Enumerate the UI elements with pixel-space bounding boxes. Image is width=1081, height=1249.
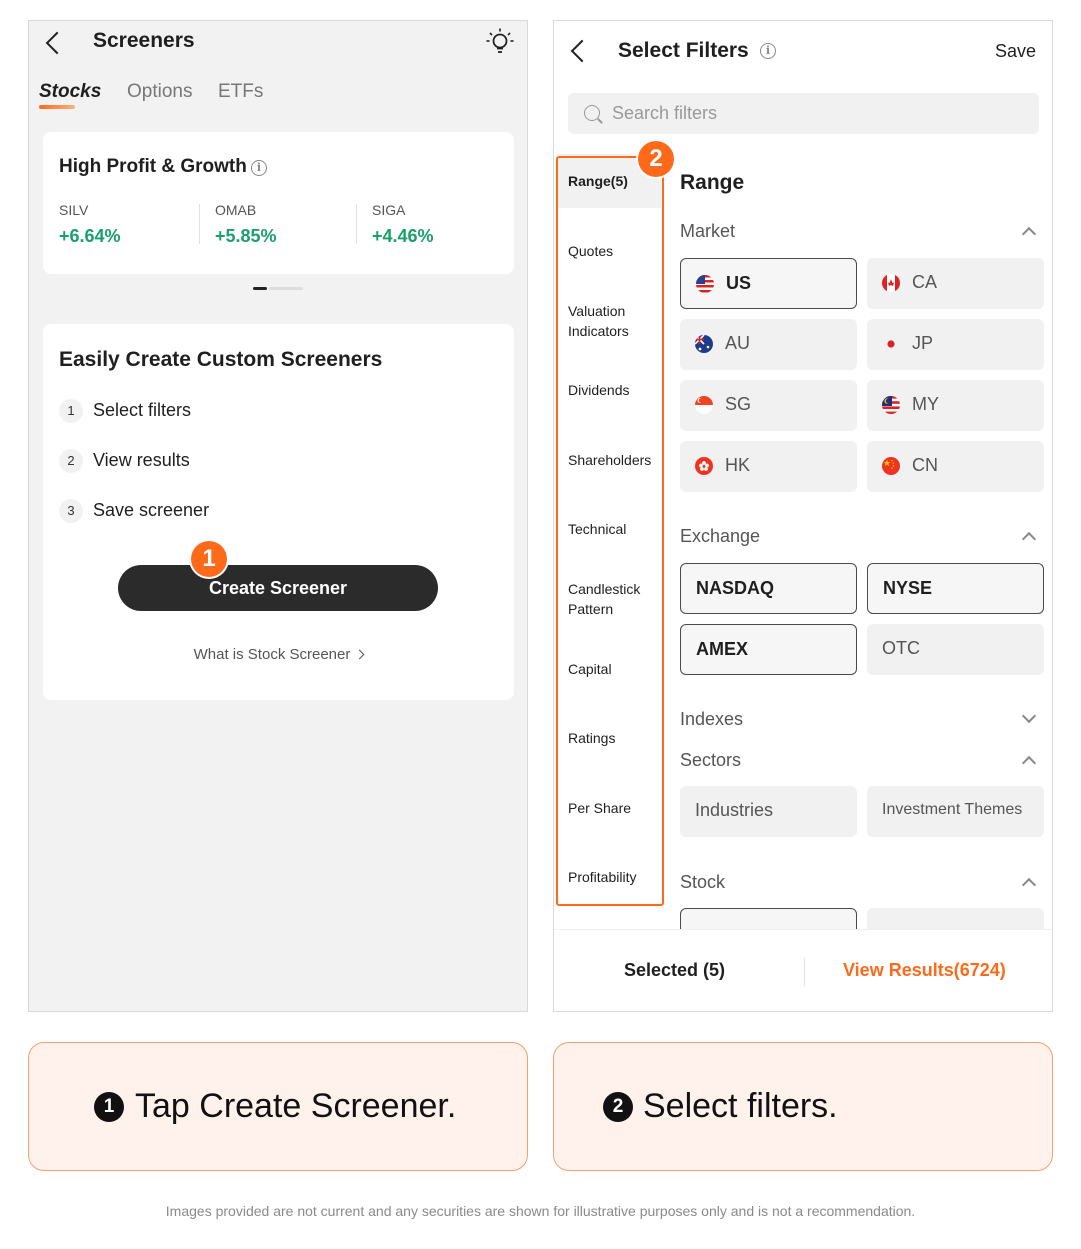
active-tab-indicator	[39, 105, 75, 109]
section-label: Sectors	[680, 750, 742, 770]
us-flag-icon	[696, 275, 714, 293]
exchange-chip-amex[interactable]	[680, 624, 857, 675]
side-item-candlestick[interactable]: Candlestick Pattern	[568, 581, 641, 617]
my-flag-icon	[882, 396, 900, 414]
stock-change: +5.85%	[215, 226, 277, 246]
chip-label: NYSE	[883, 578, 933, 598]
carousel-dot-active	[253, 287, 267, 290]
sg-flag-icon	[695, 396, 713, 414]
divider	[356, 204, 357, 244]
side-item-valuation[interactable]: Valuation Indicators	[568, 303, 629, 339]
page-title: Select Filters	[618, 39, 749, 62]
market-chip-hk[interactable]	[680, 441, 857, 492]
market-chip-us[interactable]	[680, 258, 857, 309]
market-chip-au[interactable]	[680, 319, 857, 370]
lightbulb-icon[interactable]	[485, 27, 515, 57]
high-profit-growth-card[interactable]	[43, 132, 514, 274]
hk-flag-icon	[695, 457, 713, 475]
side-item-capital[interactable]: Capital	[568, 661, 612, 677]
side-item-profitability[interactable]: Profitability	[568, 869, 637, 885]
caption-number: 2	[603, 1092, 633, 1122]
instruction-caption	[553, 1042, 1053, 1171]
stock-ticker: SILV	[59, 202, 89, 218]
disclaimer-text: Images provided are not current and any securities are shown for illustrative purposes only and is not a recommendation.	[165, 1203, 916, 1219]
info-icon[interactable]: i	[760, 43, 776, 59]
stock-item[interactable]	[372, 202, 512, 247]
market-chip-cn[interactable]	[867, 441, 1044, 492]
chevron-left-icon[interactable]	[46, 32, 69, 55]
select-filters-screen	[553, 20, 1053, 1012]
sector-chip-themes[interactable]	[867, 786, 1044, 837]
stock-ticker: OMAB	[215, 202, 257, 218]
chip-label: US	[726, 273, 752, 293]
side-item-range[interactable]: Range(5)	[568, 173, 628, 189]
card-title: Easily Create Custom Screeners	[59, 348, 383, 371]
filter-category-nav	[554, 145, 664, 929]
jp-flag-icon	[882, 335, 900, 353]
tab-etfs[interactable]: ETFs	[218, 81, 264, 102]
screeners-screen	[28, 20, 528, 1012]
chip-label: OTC	[882, 638, 920, 658]
divider	[199, 204, 200, 244]
exchange-chip-nyse[interactable]	[867, 563, 1044, 614]
card-title: High Profit & Growth	[59, 156, 247, 177]
exchange-chip-nasdaq[interactable]	[680, 563, 857, 614]
step-label: Select filters	[93, 400, 192, 420]
section-label: Stock	[680, 872, 726, 892]
cn-flag-icon	[882, 457, 900, 475]
link-label: What is Stock Screener	[193, 646, 351, 663]
create-screener-button[interactable]: Create Screener	[118, 565, 438, 611]
step-label: Save screener	[93, 500, 210, 520]
market-chip-my[interactable]	[867, 380, 1044, 431]
page-title: Screeners	[93, 29, 195, 52]
caption-text: Tap Create Screener.	[135, 1087, 457, 1125]
stock-item[interactable]	[59, 202, 199, 247]
chip-label: HK	[725, 455, 751, 475]
side-item-per-share[interactable]: Per Share	[568, 800, 632, 816]
market-chip-jp[interactable]	[867, 319, 1044, 370]
au-flag-icon	[695, 335, 713, 353]
chip-label: NASDAQ	[696, 578, 775, 598]
section-title: Range	[680, 171, 745, 194]
selected-count-button[interactable]: Selected (5)	[624, 960, 726, 980]
view-results-button[interactable]: View Results(6724)	[843, 960, 1006, 980]
chevron-up-icon	[1022, 756, 1036, 770]
step-badge: 1	[191, 541, 227, 577]
ca-flag-icon	[882, 274, 900, 292]
side-item-shareholders[interactable]: Shareholders	[568, 452, 652, 468]
step-badge: 2	[638, 141, 674, 177]
chip-label: SG	[725, 394, 752, 414]
chevron-up-icon	[1022, 227, 1036, 241]
sector-chip-industries[interactable]	[680, 786, 857, 837]
chip-label: Industries	[695, 800, 774, 820]
step-number: 3	[59, 499, 83, 523]
stock-section-header[interactable]	[680, 872, 1040, 896]
step-label: View results	[93, 450, 190, 470]
stock-item[interactable]	[215, 202, 355, 247]
chevron-up-icon	[1022, 878, 1036, 892]
instruction-caption	[28, 1042, 528, 1171]
stock-ticker: SIGA	[372, 202, 406, 218]
search-placeholder: Search filters	[612, 103, 718, 123]
section-label: Market	[680, 221, 736, 241]
market-chip-sg[interactable]	[680, 380, 857, 431]
step-number: 2	[59, 449, 83, 473]
section-label: Indexes	[680, 709, 744, 729]
chip-label: CA	[912, 272, 938, 292]
side-item-ratings[interactable]: Ratings	[568, 730, 616, 746]
chip-label: AMEX	[696, 639, 749, 659]
search-input[interactable]	[568, 93, 1039, 134]
divider	[804, 958, 805, 986]
chip-label: MY	[912, 394, 939, 414]
carousel-indicator	[253, 287, 303, 290]
chip-label: JP	[912, 333, 934, 353]
market-section-header[interactable]	[680, 221, 1040, 245]
market-chip-ca[interactable]	[867, 258, 1044, 309]
carousel-dot	[269, 287, 303, 290]
chip-label: Investment Themes	[882, 801, 1023, 818]
chevron-up-icon	[1022, 532, 1036, 546]
chip-label: AU	[725, 333, 751, 353]
search-icon	[584, 105, 600, 121]
side-item-quotes[interactable]: Quotes	[568, 243, 614, 259]
exchange-chip-otc[interactable]	[867, 624, 1044, 675]
side-item-dividends[interactable]: Dividends	[568, 382, 630, 398]
bottom-action-bar	[554, 929, 1052, 1012]
tab-stocks[interactable]: Stocks	[39, 81, 102, 102]
stock-change: +4.46%	[372, 226, 434, 246]
what-is-screener-link[interactable]	[43, 646, 514, 663]
caption-text: Select filters.	[643, 1087, 838, 1125]
screeners-header	[29, 21, 527, 63]
info-icon[interactable]: i	[251, 160, 267, 176]
sectors-section-header[interactable]	[680, 750, 1040, 774]
save-button[interactable]: Save	[994, 41, 1036, 61]
indexes-section-header[interactable]	[680, 709, 1040, 733]
tab-options[interactable]: Options	[127, 81, 193, 102]
step-number: 1	[59, 399, 83, 423]
side-item-technical[interactable]: Technical	[568, 521, 627, 537]
chevron-right-icon	[355, 650, 365, 660]
custom-screener-card	[43, 324, 514, 700]
stock-change: +6.64%	[59, 226, 121, 246]
exchange-section-header[interactable]	[680, 526, 1040, 550]
caption-number: 1	[94, 1092, 124, 1122]
section-label: Exchange	[680, 526, 761, 546]
chevron-left-icon[interactable]	[571, 40, 594, 63]
chevron-down-icon	[1022, 709, 1036, 723]
chip-label: CN	[912, 455, 938, 475]
